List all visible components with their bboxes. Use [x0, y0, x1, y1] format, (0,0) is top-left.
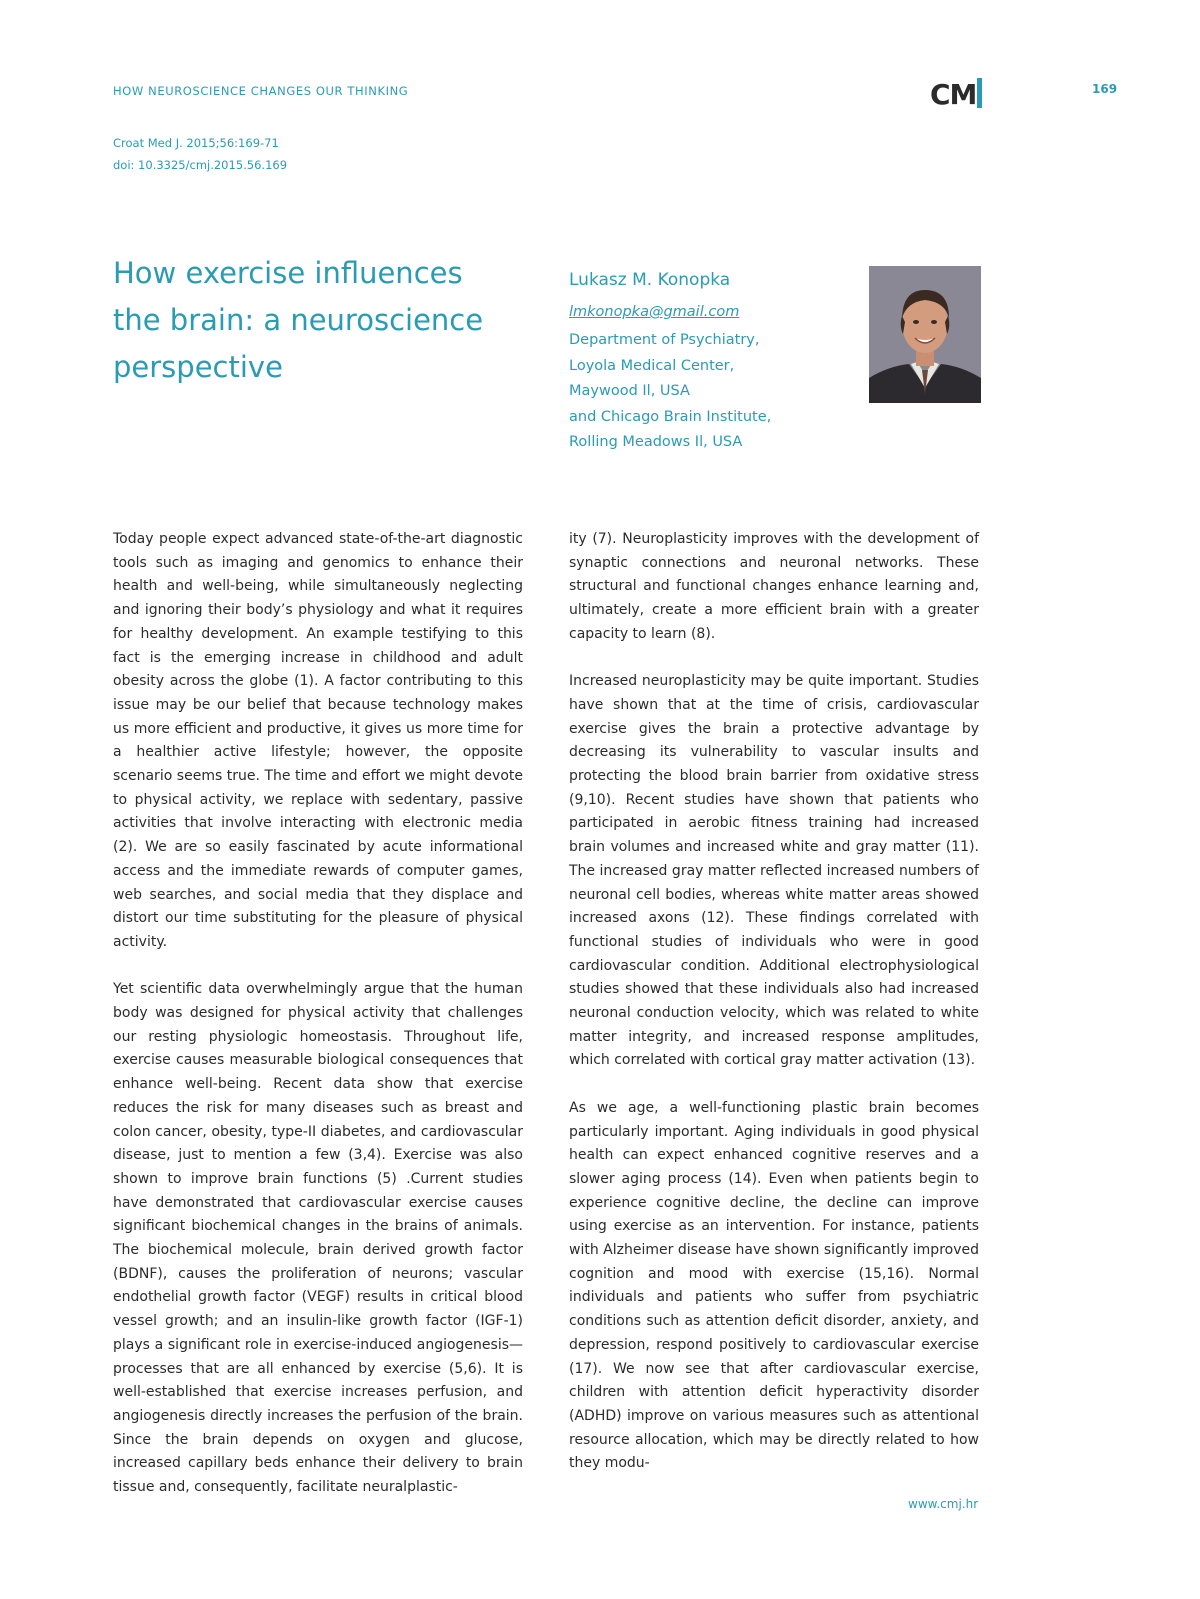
- body-column-right: [569, 528, 979, 1500]
- affiliation-line: Rolling Meadows Il, USA: [569, 434, 743, 450]
- affiliation-line: Loyola Medical Center,: [569, 357, 735, 374]
- article-title: [113, 250, 513, 391]
- citation-block: [113, 132, 287, 176]
- author-photo: [869, 266, 981, 403]
- section-label: HOW NEUROSCIENCE CHANGES OUR THINKING: [113, 84, 409, 98]
- title-line-3: perspective: [113, 350, 283, 384]
- journal-logo: [930, 78, 982, 109]
- affiliation-line: Maywood Il, USA: [569, 383, 690, 399]
- body-paragraph: ity (7). Neuroplasticity improves with the development of synaptic connections and neuronal networks. These structural and functional changes enhance learning and, ultimately, create a more efficient brain with a greater capacity to learn (8).: [569, 531, 979, 642]
- title-line-2: the brain: a neuroscience: [113, 303, 484, 337]
- logo-text: CM: [930, 78, 977, 111]
- author-block: [569, 266, 859, 456]
- logo-bar-icon: [977, 78, 982, 108]
- body-paragraph: Increased neuroplasticity may be quite important. Studies have shown that at the time of crisis, cardiovascular exercise gives the brain a protective advantage by decreasing its vulnerability to vascular insults and protecting the blood brain barrier from oxidative stress (9,10). Recent studies have shown that patients who participated in aerobic fitness training had increased brain volumes and increased white and gray matter (11). The increased gray matter reflected increased numbers of neuronal cell bodies, whereas white matter areas showed increased axons (12). These findings correlated with functional studies of individuals who were in good cardiovascular condition. Additional electrophysiological studies showed that these individuals also had increased neuronal conduction velocity, which was related to white matter integrity, and increased response amplitudes, which correlated with cortical gray matter activation (13).: [569, 673, 979, 1069]
- footer-url[interactable]: www.cmj.hr: [908, 1497, 979, 1511]
- doi: doi: 10.3325/cmj.2015.56.169: [113, 158, 288, 172]
- body-paragraph: Yet scientific data overwhelmingly argue that the human body was designed for physical activity that challenges our resting physiologic homeostasis. Throughout life, exercise causes measurable biological consequences that enhance well-being. Recent data show that exercise reduces the risk for many diseases such as breast and colon cancer, obesity, type-II diabetes, and cardiovascular disease, just to mention a few (3,4). Exercise was also shown to improve brain functions (5) .Current studies have demonstrated that cardiovascular exercise causes significant biochemical changes in the brains of animals. The biochemical molecule, brain derived growth factor (BDNF), causes the proliferation of neurons; vascular endothelial growth factor (VEGF) results in critical blood vessel growth; and an insulin-like growth factor (IGF-1) plays a significant role in exercise-induced angiogenesis—processes that are all enhanced by exercise (5,6). It is well-established that exercise increases perfusion, and angiogenesis directly increases the perfusion of the brain. Since the brain depends on oxygen and glucose, increased capillary beds enhance their delivery to brain tissue and, consequently, facilitate neuralplastic-: [113, 981, 523, 1496]
- author-email-link[interactable]: lmkonopka@gmail.com: [569, 304, 740, 320]
- page-number: 169: [1092, 82, 1118, 96]
- body-paragraph: As we age, a well-functioning plastic brain becomes particularly important. Aging individuals in good physical health can expect enhanced cognitive reserves and a slower aging process (14). Even when patients begin to experience cognitive decline, the decline can improve using exercise as an intervention. For instance, patients with Alzheimer disease have shown significantly improved cognition and mood with exercise (15,16). Normal individuals and patients who suffer from psychiatric conditions such as attention deficit disorder, anxiety, and depression, respond positively to cardiovascular exercise (17). We now see that after cardiovascular exercise, children with attention deficit hyperactivity disorder (ADHD) improve on various measures such as attentional resource allocation, which may be directly related to how they modu-: [569, 1099, 979, 1472]
- title-line-1: How exercise influences: [113, 256, 463, 290]
- body-column-left: [113, 528, 523, 1524]
- journal-citation: Croat Med J. 2015;56:169-71: [113, 136, 279, 150]
- affiliation-line: and Chicago Brain Institute,: [569, 408, 772, 425]
- affiliation-line: Department of Psychiatry,: [569, 332, 760, 348]
- author-name: Lukasz M. Konopka: [569, 270, 731, 290]
- author-affiliation: [569, 328, 859, 456]
- author-portrait-icon: [869, 266, 981, 403]
- body-paragraph: Today people expect advanced state-of-the-art diagnostic tools such as imaging and genomics to enhance their health and well-being, while simultaneously neglecting and ignoring their body’s physiology and what it requires for healthy development. An example testifying to this fact is the emerging increase in childhood and adult obesity across the globe (1). A factor contributing to this issue may be our belief that because technology makes us more efficient and productive, it gives us more time for a healthier active lifestyle; however, the opposite scenario seems true. The time and effort we might devote to physical activity, we replace with sedentary, passive activities that involve interacting with electronic media (2). We are so easily fascinated by acute informational access and the immediate rewards of computer games, web searches, and social media that they displace and distort our time substituting for the pleasure of physical activity.: [113, 531, 523, 950]
